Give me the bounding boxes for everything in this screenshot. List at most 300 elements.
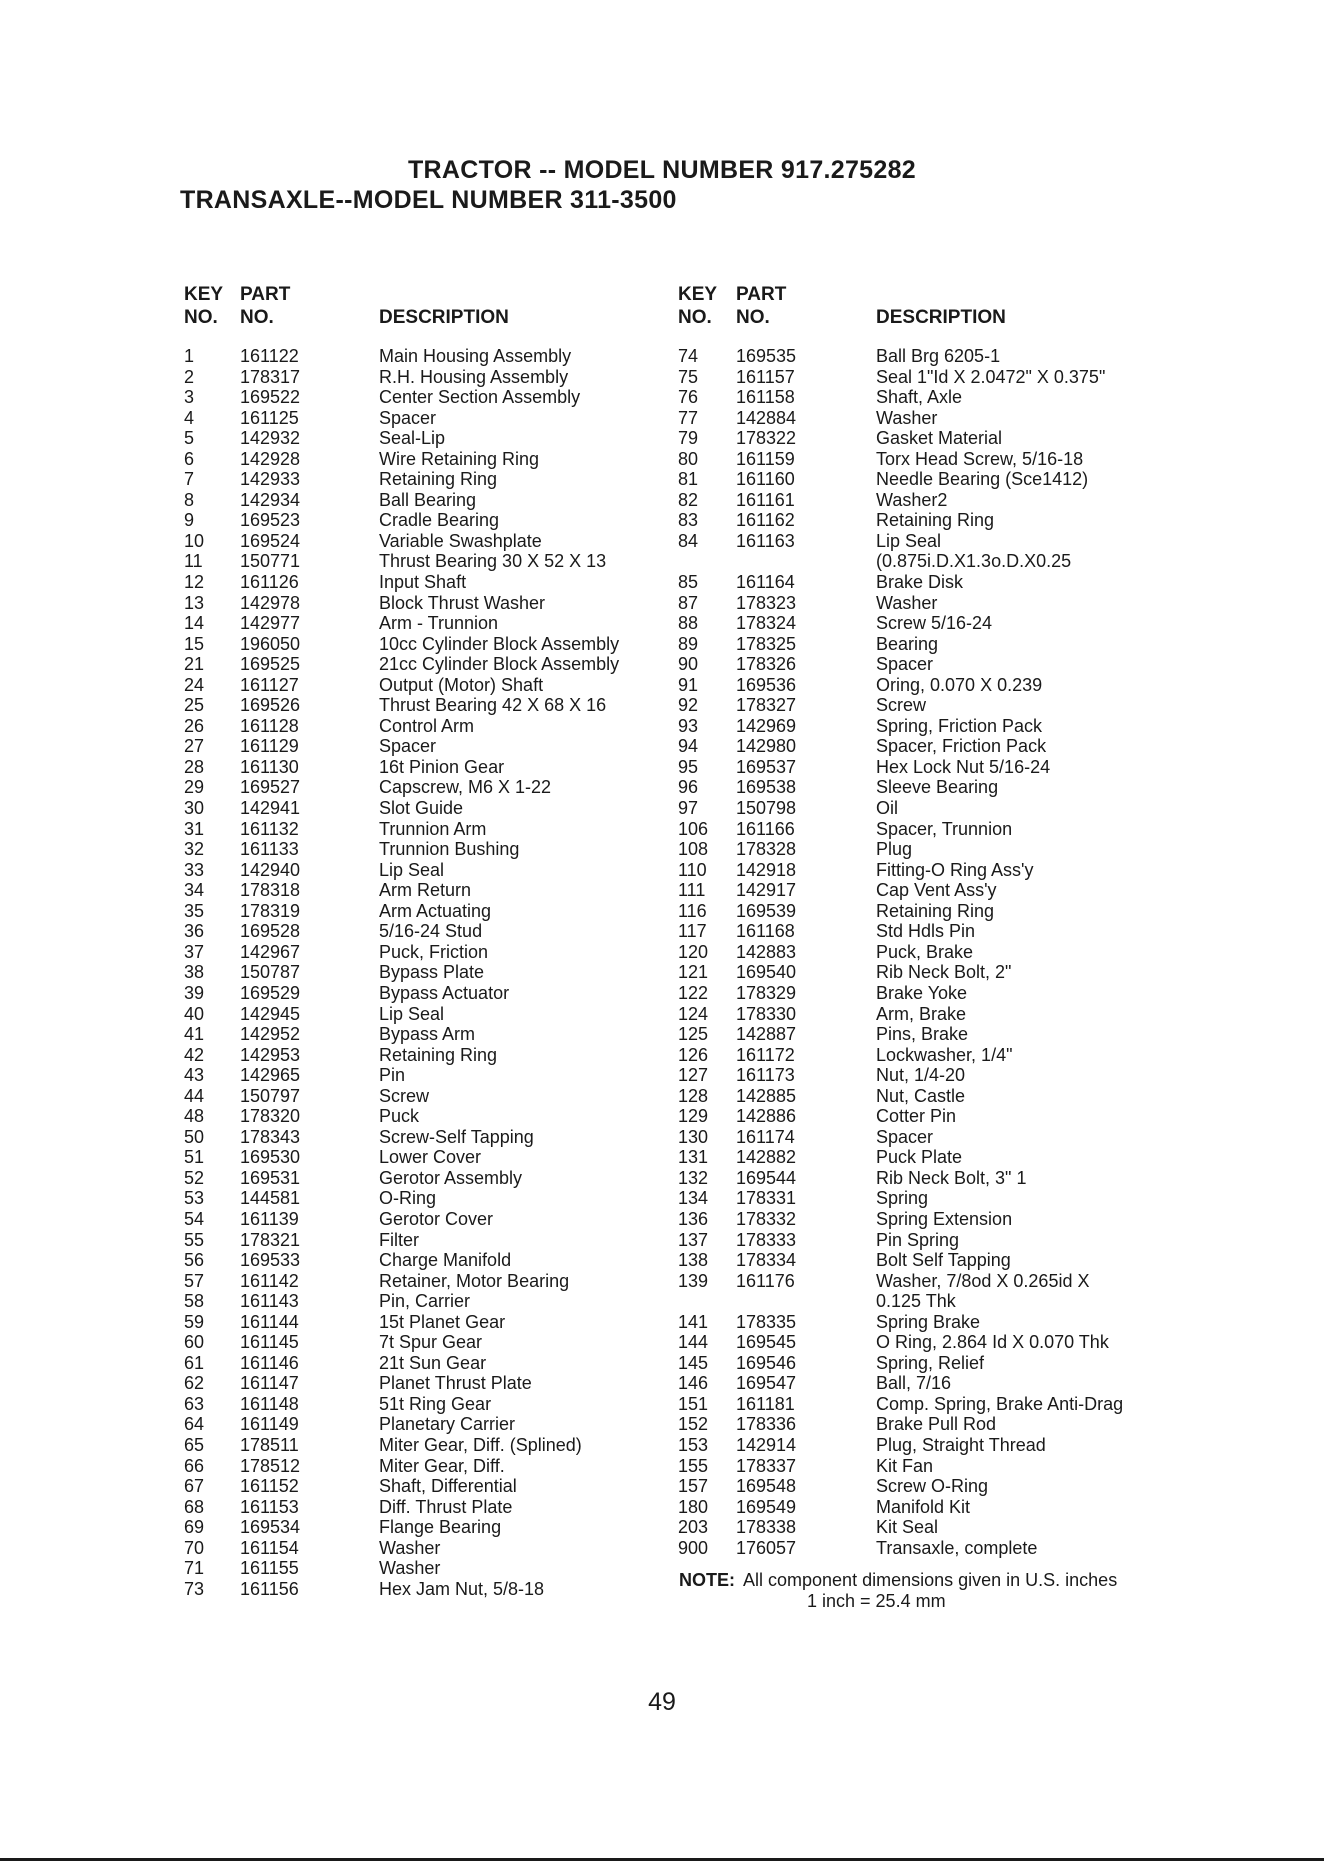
parts-row — [678, 1065, 1176, 1086]
part-number: 169525 — [240, 654, 301, 675]
part-description: Rib Neck Bolt, 3" 1 — [876, 1167, 1027, 1188]
parts-row — [184, 634, 669, 655]
part-description: Arm, Brake — [876, 1003, 967, 1024]
part-description: Lockwasher, 1/4" — [876, 1044, 1013, 1065]
part-number: 142940 — [240, 859, 301, 880]
key-number: 44 — [184, 1085, 205, 1106]
part-number: 161161 — [736, 489, 795, 510]
part-description: Planetary Carrier — [379, 1414, 516, 1435]
key-number: 61 — [184, 1352, 205, 1373]
parts-row — [184, 860, 669, 881]
part-description: Pins, Brake — [876, 1024, 969, 1045]
part-number: 142967 — [240, 941, 301, 962]
part-description: Sleeve Bearing — [876, 777, 999, 798]
part-number: 161181 — [736, 1393, 795, 1414]
part-description: Retaining Ring — [379, 1044, 498, 1065]
part-description: Bypass Plate — [379, 962, 485, 983]
right-part-header: PART NO. — [736, 284, 787, 328]
part-description: Puck — [379, 1106, 420, 1127]
part-description: Pin, Carrier — [379, 1291, 471, 1312]
part-description: Lip Seal — [876, 530, 942, 551]
key-number: 134 — [678, 1188, 709, 1209]
parts-row — [678, 490, 1176, 511]
part-description: Charge Manifold — [379, 1250, 512, 1271]
key-number: 74 — [678, 346, 699, 366]
part-description: Trunnion Bushing — [379, 839, 520, 860]
part-number: 178328 — [736, 839, 797, 860]
part-description: Arm - Trunnion — [379, 613, 499, 634]
part-number: 142953 — [240, 1044, 301, 1065]
key-number: 89 — [678, 633, 699, 654]
parts-row — [184, 1230, 669, 1251]
parts-row — [678, 654, 1176, 675]
parts-row — [184, 1435, 669, 1456]
part-number: 142978 — [240, 592, 301, 613]
parts-row — [678, 962, 1176, 983]
part-number: 161174 — [736, 1126, 795, 1147]
part-description: Screw-Self Tapping — [379, 1126, 534, 1147]
part-description: Block Thrust Washer — [379, 592, 546, 613]
parts-row — [678, 921, 1176, 942]
part-description: Lip Seal — [379, 859, 445, 880]
part-description: Seal 1"Id X 2.0472" X 0.375" — [876, 366, 1106, 387]
parts-row — [184, 1497, 669, 1518]
parts-row — [184, 1127, 669, 1148]
part-number: 169537 — [736, 756, 797, 777]
parts-row — [184, 449, 669, 470]
parts-row — [678, 1291, 1176, 1312]
part-number: 178324 — [736, 613, 797, 634]
part-number: 169534 — [240, 1517, 301, 1538]
part-number: 161164 — [736, 572, 795, 593]
part-description: Main Housing Assembly — [379, 346, 572, 366]
part-number: 161126 — [240, 572, 299, 593]
key-number: 34 — [184, 880, 205, 901]
part-description: 51t Ring Gear — [379, 1393, 492, 1414]
left-key-header: KEY NO. — [184, 284, 224, 328]
key-number: 5 — [184, 428, 195, 449]
parts-row — [184, 1579, 669, 1600]
key-number: 139 — [678, 1270, 709, 1291]
key-number: 70 — [184, 1537, 205, 1558]
part-number: 161143 — [240, 1291, 299, 1312]
part-number: 169524 — [240, 530, 301, 551]
part-number: 161172 — [736, 1044, 795, 1065]
parts-row — [184, 901, 669, 922]
parts-row — [678, 367, 1176, 388]
part-description: Std Hdls Pin — [876, 921, 976, 942]
part-number: 178317 — [240, 366, 301, 387]
key-number: 53 — [184, 1188, 205, 1209]
key-number: 81 — [678, 469, 699, 490]
key-number: 146 — [678, 1373, 709, 1394]
part-number: 161173 — [736, 1065, 795, 1086]
key-number: 85 — [678, 572, 699, 593]
parts-row — [678, 1106, 1176, 1127]
part-number: 178336 — [736, 1414, 797, 1435]
parts-row — [184, 551, 669, 572]
parts-row — [184, 736, 669, 757]
part-description: Rib Neck Bolt, 2" — [876, 962, 1012, 983]
part-number: 178325 — [736, 633, 797, 654]
parts-row — [184, 1147, 669, 1168]
part-number: 142977 — [240, 613, 301, 634]
key-number: 39 — [184, 982, 205, 1003]
part-number: 161154 — [240, 1537, 299, 1558]
parts-row — [184, 1353, 669, 1374]
parts-row — [678, 1394, 1176, 1415]
part-description: Retaining Ring — [379, 469, 498, 490]
part-number: 178335 — [736, 1311, 797, 1332]
parts-row — [184, 387, 669, 408]
part-number: 142965 — [240, 1065, 301, 1086]
part-description: Gerotor Cover — [379, 1208, 494, 1229]
key-number: 43 — [184, 1065, 205, 1086]
right-description-header: DESCRIPTION — [876, 307, 1006, 328]
part-description: Variable Swashplate — [379, 530, 542, 551]
part-description: Ball Bearing — [379, 489, 477, 510]
parts-row — [678, 469, 1176, 490]
note-conversion: 1 inch = 25.4 mm — [807, 1591, 946, 1611]
part-description: R.H. Housing Assembly — [379, 366, 569, 387]
part-number: 142980 — [736, 736, 797, 757]
key-number: 157 — [678, 1476, 709, 1497]
parts-row — [184, 757, 669, 778]
part-number: 161146 — [240, 1352, 299, 1373]
key-number: 75 — [678, 366, 699, 387]
key-number: 180 — [678, 1496, 709, 1517]
part-number: 142933 — [240, 469, 301, 490]
part-number: 178329 — [736, 982, 797, 1003]
parts-row — [678, 1250, 1176, 1271]
part-description: Planet Thrust Plate — [379, 1373, 532, 1394]
key-number: 54 — [184, 1208, 205, 1229]
parts-row — [184, 942, 669, 963]
part-number: 150787 — [240, 962, 301, 983]
part-number: 142917 — [736, 880, 797, 901]
part-number: 176057 — [736, 1537, 797, 1558]
part-description: 21t Sun Gear — [379, 1352, 487, 1373]
key-number: 145 — [678, 1352, 709, 1373]
key-number: 117 — [678, 921, 707, 942]
part-description: Ball, 7/16 — [876, 1373, 952, 1394]
part-description: Wire Retaining Ring — [379, 448, 540, 469]
key-number: 32 — [184, 839, 205, 860]
key-number: 73 — [184, 1578, 205, 1599]
key-number: 125 — [678, 1024, 709, 1045]
parts-row — [184, 1106, 669, 1127]
part-description: Kit Seal — [876, 1517, 939, 1538]
part-description: Manifold Kit — [876, 1496, 971, 1517]
key-number: 108 — [678, 839, 709, 860]
part-number: 178319 — [240, 900, 301, 921]
key-number: 1 — [184, 346, 195, 366]
part-number: 178321 — [240, 1229, 301, 1250]
part-number: 178327 — [736, 695, 797, 716]
part-description: Lip Seal — [379, 1003, 445, 1024]
key-number: 95 — [678, 756, 699, 777]
part-description: Transaxle, complete — [876, 1537, 1038, 1558]
part-description: Cap Vent Ass'y — [876, 880, 997, 901]
parts-row — [678, 1312, 1176, 1333]
part-number: 142882 — [736, 1147, 797, 1168]
key-number: 57 — [184, 1270, 205, 1291]
parts-row — [678, 1188, 1176, 1209]
key-number: 71 — [184, 1558, 205, 1579]
key-number: 69 — [184, 1517, 205, 1538]
parts-row — [184, 839, 669, 860]
part-number: 161132 — [240, 818, 299, 839]
part-description: Hex Jam Nut, 5/8-18 — [379, 1578, 545, 1599]
parts-row — [678, 387, 1176, 408]
part-description: Arm Return — [379, 880, 472, 901]
part-description: Torx Head Screw, 5/16-18 — [876, 448, 1084, 469]
key-number: 127 — [678, 1065, 709, 1086]
part-number: 169547 — [736, 1373, 797, 1394]
left-description-header: DESCRIPTION — [379, 307, 509, 328]
parts-row — [184, 1456, 669, 1477]
units-note — [679, 1570, 1117, 1612]
part-description: Miter Gear, Diff. — [379, 1455, 505, 1476]
key-number: 68 — [184, 1496, 205, 1517]
part-description: Retaining Ring — [876, 900, 995, 921]
key-number: 120 — [678, 941, 709, 962]
parts-row — [184, 613, 669, 634]
parts-row — [184, 675, 669, 696]
part-number: 169548 — [736, 1476, 797, 1497]
key-number: 116 — [678, 900, 707, 921]
part-number: 161157 — [736, 366, 795, 387]
part-number: 169544 — [736, 1167, 797, 1188]
parts-row — [184, 531, 669, 552]
part-description: 16t Pinion Gear — [379, 756, 505, 777]
part-number: 169528 — [240, 921, 301, 942]
key-number: 59 — [184, 1311, 205, 1332]
key-number: 67 — [184, 1476, 205, 1497]
left-part-header: PART NO. — [240, 284, 291, 328]
part-number: 161156 — [240, 1578, 299, 1599]
part-description: Oil — [876, 798, 898, 819]
part-description: Needle Bearing (Sce1412) — [876, 469, 1089, 490]
key-number: 56 — [184, 1250, 205, 1271]
key-number: 80 — [678, 448, 699, 469]
parts-row — [184, 1188, 669, 1209]
parts-row — [678, 757, 1176, 778]
parts-row — [184, 1476, 669, 1497]
part-number: 161133 — [240, 839, 299, 860]
part-description: Oring, 0.070 X 0.239 — [876, 674, 1043, 695]
parts-row — [184, 593, 669, 614]
key-number: 111 — [678, 880, 706, 901]
part-description: Gerotor Assembly — [379, 1167, 523, 1188]
key-number: 137 — [678, 1229, 709, 1250]
page-bottom-rule — [0, 1858, 1324, 1861]
part-description: Spring, Relief — [876, 1352, 985, 1373]
parts-row — [184, 572, 669, 593]
key-number: 21 — [184, 654, 205, 675]
part-description: Nut, 1/4-20 — [876, 1065, 966, 1086]
key-number: 203 — [678, 1517, 709, 1538]
key-number: 29 — [184, 777, 205, 798]
part-description: Comp. Spring, Brake Anti-Drag — [876, 1393, 1124, 1414]
parts-row — [184, 1045, 669, 1066]
parts-row — [678, 572, 1176, 593]
part-description: Spring — [876, 1188, 929, 1209]
parts-row — [678, 839, 1176, 860]
part-number: 150798 — [736, 798, 797, 819]
parts-row — [184, 1168, 669, 1189]
key-number: 94 — [678, 736, 699, 757]
parts-row — [678, 695, 1176, 716]
key-number: 31 — [184, 818, 205, 839]
part-description: Lower Cover — [379, 1147, 482, 1168]
key-number: 131 — [678, 1147, 709, 1168]
part-description: Nut, Castle — [876, 1085, 966, 1106]
parts-row — [184, 798, 669, 819]
part-number: 196050 — [240, 633, 301, 654]
key-number: 144 — [678, 1332, 709, 1353]
part-number: 142969 — [736, 715, 797, 736]
part-description: Bearing — [876, 633, 939, 654]
key-number: 122 — [678, 982, 709, 1003]
parts-row — [678, 901, 1176, 922]
parts-row — [678, 510, 1176, 531]
part-description: Brake Disk — [876, 572, 964, 593]
key-number: 15 — [184, 633, 205, 654]
parts-row — [678, 428, 1176, 449]
key-number: 128 — [678, 1085, 709, 1106]
key-number: 63 — [184, 1393, 205, 1414]
part-number: 144581 — [240, 1188, 301, 1209]
parts-row — [678, 777, 1176, 798]
parts-row — [184, 654, 669, 675]
parts-row — [184, 1250, 669, 1271]
part-description: Cradle Bearing — [379, 510, 500, 531]
part-number — [736, 551, 876, 572]
part-description: Spacer — [876, 1126, 934, 1147]
parts-row — [184, 428, 669, 449]
parts-row — [678, 634, 1176, 655]
key-number: 3 — [184, 387, 195, 408]
key-number: 900 — [678, 1537, 709, 1558]
parts-row — [184, 408, 669, 429]
part-number: 169546 — [736, 1352, 797, 1373]
parts-row — [678, 1230, 1176, 1251]
part-number: 161166 — [736, 818, 795, 839]
part-description: Bypass Actuator — [379, 982, 510, 1003]
part-description: Puck, Brake — [876, 941, 974, 962]
key-number: 153 — [678, 1434, 709, 1455]
part-description: Brake Yoke — [876, 982, 968, 1003]
key-number: 66 — [184, 1455, 205, 1476]
parts-row — [678, 613, 1176, 634]
part-number: 169549 — [736, 1496, 797, 1517]
part-number: 161168 — [736, 921, 795, 942]
part-description: Trunnion Arm — [379, 818, 487, 839]
parts-row — [184, 1291, 669, 1312]
key-number: 97 — [678, 798, 699, 819]
key-number: 83 — [678, 510, 699, 531]
key-number: 48 — [184, 1106, 205, 1127]
key-number: 27 — [184, 736, 205, 757]
transaxle-model-title: TRANSAXLE--MODEL NUMBER 311-3500 — [180, 186, 677, 214]
part-description: 0.125 Thk — [876, 1291, 956, 1312]
key-number: 126 — [678, 1044, 709, 1065]
key-number: 60 — [184, 1332, 205, 1353]
key-number: 76 — [678, 387, 699, 408]
parts-row — [678, 1332, 1176, 1353]
part-number: 178320 — [240, 1106, 301, 1127]
part-description: Retaining Ring — [876, 510, 995, 531]
part-description: O-Ring — [379, 1188, 437, 1209]
part-number: 178343 — [240, 1126, 301, 1147]
parts-row — [678, 736, 1176, 757]
part-description: Seal-Lip — [379, 428, 446, 449]
part-description: (0.875i.D.X1.3o.D.X0.25 — [876, 551, 1072, 572]
key-number: 64 — [184, 1414, 205, 1435]
parts-row — [184, 1312, 669, 1333]
part-number: 150771 — [240, 551, 301, 572]
key-number: 93 — [678, 715, 699, 736]
part-description: 15t Planet Gear — [379, 1311, 506, 1332]
key-number: 33 — [184, 859, 205, 880]
parts-row — [678, 593, 1176, 614]
part-description: Kit Fan — [876, 1455, 934, 1476]
part-description: Cotter Pin — [876, 1106, 957, 1127]
part-number: 161152 — [240, 1476, 299, 1497]
part-number: 142928 — [240, 448, 301, 469]
parts-row — [678, 1045, 1176, 1066]
key-number: 37 — [184, 941, 205, 962]
parts-row — [184, 1004, 669, 1025]
part-number: 161128 — [240, 715, 299, 736]
part-description: Arm Actuating — [379, 900, 492, 921]
parts-row — [184, 819, 669, 840]
note-label: NOTE: — [679, 1570, 735, 1590]
part-number: 161129 — [240, 736, 299, 757]
part-number: 161144 — [240, 1311, 299, 1332]
key-number: 130 — [678, 1126, 709, 1147]
key-number: 41 — [184, 1024, 205, 1045]
part-number: 178334 — [736, 1250, 797, 1271]
part-description: Diff. Thrust Plate — [379, 1496, 513, 1517]
key-number: 52 — [184, 1167, 205, 1188]
parts-row — [678, 1538, 1176, 1559]
parts-row — [678, 346, 1176, 367]
parts-row — [184, 367, 669, 388]
parts-row — [678, 1456, 1176, 1477]
part-number: 161153 — [240, 1496, 299, 1517]
key-number: 151 — [678, 1393, 709, 1414]
part-number: 161142 — [240, 1270, 299, 1291]
part-description: 21cc Cylinder Block Assembly — [379, 654, 620, 675]
part-number: 178331 — [736, 1188, 797, 1209]
parts-row — [184, 716, 669, 737]
parts-row — [184, 1332, 669, 1353]
part-description: Spacer, Trunnion — [876, 818, 1013, 839]
parts-row — [678, 1147, 1176, 1168]
parts-row — [678, 408, 1176, 429]
part-description: Bolt Self Tapping — [876, 1250, 1011, 1271]
key-number: 87 — [678, 592, 699, 613]
key-number: 14 — [184, 613, 205, 634]
key-number: 24 — [184, 674, 205, 695]
parts-row — [678, 531, 1176, 552]
part-number: 161159 — [736, 448, 795, 469]
key-number: 121 — [678, 962, 709, 983]
key-number: 10 — [184, 530, 205, 551]
parts-row — [678, 1517, 1176, 1538]
